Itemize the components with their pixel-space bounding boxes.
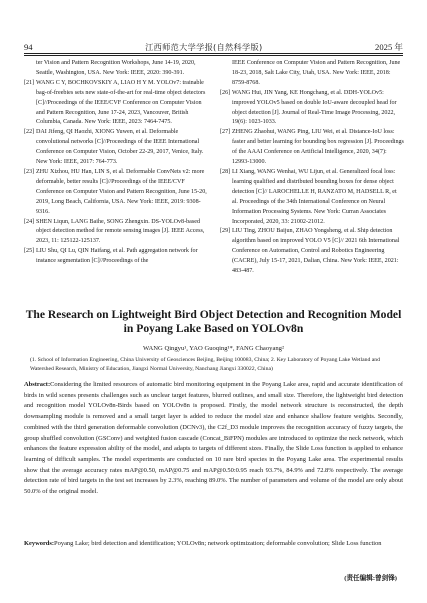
reference-item bbox=[220, 168, 404, 227]
reference-text: WANG C Y, BOCHKOVSKIY A, LIAO H Y M. YOLOv7: trainable bag-of-freebies sets new state-of-the-art for real-time object detectors [C]//Proceedings of the IEEE/CVF Conference on Computer Vision and Pattern Recognition, June 17-24, 2023, Vancouver, British Columbia, Canada. New York: IEEE, 2023: 7464-7475. bbox=[36, 79, 206, 126]
page-number: 94 bbox=[24, 42, 33, 52]
reference-number: [24] bbox=[24, 218, 35, 225]
abstract bbox=[24, 380, 403, 498]
reference-text: ZHENG Zhaohui, WANG Ping, LIU Wei, et al. Distance-IoU loss: faster and better learning for bounding box regression [J]. Proceedings of the AAAI Conference on Artificial Intelligence, 2020, 34(7): 12993-13000. bbox=[232, 129, 404, 166]
reference-text: SHEN Liqun, LANG Baihe, SONG Zhengxin. DS-YOLOv8-based object detection method for remote sensing images [J]. IEEE Access, 2023, 11: 125122-125137. bbox=[36, 218, 205, 245]
reference-number: [29] bbox=[220, 228, 231, 235]
reference-text: LIU Shu, QI Lu, QIN Haifang, et al. Path aggregation network for instance segmentation [C]//Proceedings of the bbox=[36, 248, 198, 265]
keywords bbox=[24, 539, 403, 550]
reference-item bbox=[220, 59, 404, 89]
editor-note: (责任编辑:曾剑锋) bbox=[344, 575, 397, 582]
references-left-column bbox=[24, 59, 208, 267]
keywords-label: Keywords: bbox=[24, 540, 55, 547]
paper-title-line: in Poyang Lake Based on YOLOv8n bbox=[123, 322, 304, 335]
reference-text: LI Xiang, WANG Wenhai, WU Lijun, et al. Generalized focal loss: learning qualified and distributed bounding boxes for dense object detection [C]// LAROCHELLE H, RANZATO M, HADSELL R, et al. Proceedings of the 34th International Conference on Neural Information Processing Systems. New York: Curran Associates Incorporated, 2020, 33: 21002-21012. bbox=[232, 168, 397, 225]
page-header bbox=[24, 41, 403, 53]
reference-text: LIU Ting, ZHOU Baijun, ZHAO Yongsheng, et al. Ship detection algorithm based on improved YOLO V5 [C]// 2021 6th International Conference on Automation, Control and Robotics Engineering (CACRE), July 15-17, 2021, Dalian, China. New York: IEEE, 2021: 483-487. bbox=[232, 228, 400, 275]
reference-text: IEEE Conference on Computer Vision and Pattern Recognition, June 18-23, 2018, Salt Lake City, Utah, USA. New York: IEEE, 2018: 8759-8768. bbox=[232, 60, 401, 86]
reference-number: [25] bbox=[24, 248, 35, 255]
reference-item bbox=[220, 128, 404, 168]
reference-number: [21] bbox=[24, 79, 35, 86]
references bbox=[24, 59, 404, 291]
reference-text: ZHU Xizhou, HU Han, LIN S, et al. Deformable ConvNets v2: more deformable, better results [C]//Proceedings of the IEEE/CVF Conference on Computer Vision and Pattern Recognition, June 15-20, 2019, Long Beach, California, USA. New York: IEEE, 2019: 9308-9316. bbox=[36, 168, 207, 215]
reference-number: [23] bbox=[24, 168, 35, 175]
journal-year: 2025 年 bbox=[375, 42, 403, 52]
reference-item bbox=[24, 168, 208, 218]
reference-item bbox=[24, 218, 208, 248]
reference-number: [26] bbox=[220, 89, 231, 96]
reference-text: DAI Jifeng, QI Haozhi, XIONG Yuwen, et al. Deformable convolutional networks [C]//Proceedings of the IEEE International Conference on Computer Vision, October 22-29, 2017, Venice, Italy. New York: IEEE, 2017: 764-773. bbox=[36, 129, 204, 166]
reference-number: [22] bbox=[24, 129, 35, 136]
reference-item bbox=[220, 89, 404, 129]
paper-title bbox=[24, 308, 403, 336]
journal-title: 江西师范大学学报(自然科学版) bbox=[145, 42, 263, 52]
paper-title-line: The Research on Lightweight Bird Object Detection and Recognition Model bbox=[25, 308, 402, 321]
reference-item bbox=[24, 247, 208, 267]
header-rule-thin bbox=[24, 55, 403, 56]
reference-item bbox=[220, 227, 404, 277]
affiliation: (1. School of Information Engineering, China University of Geosciences Beijing, Beijing 100083, China; 2. Key Laboratory of Poyang Lake Wetland and Watershed Research, Ministry of Education, Jiangxi Normal University, Nanchang Jiangxi 330022, China) bbox=[30, 357, 380, 372]
reference-number: [28] bbox=[220, 168, 231, 175]
keywords-text: Poyang Lake; bird detection and identification; YOLOv8n; network optimization; deformable convolution; Slide Loss function bbox=[54, 540, 382, 547]
reference-item bbox=[24, 59, 208, 79]
reference-item bbox=[24, 79, 208, 129]
references-right-column bbox=[220, 59, 404, 277]
header-rule-thick bbox=[24, 53, 403, 54]
authors: WANG Qingyu¹, YAO Guoqing¹*, FANG Chaoyang² bbox=[143, 345, 284, 352]
reference-text: ter Vision and Pattern Recognition Workshops, June 14-19, 2020, Seattle, Washington, USA. New York: IEEE, 2020: 390-391. bbox=[36, 60, 196, 76]
reference-number: [27] bbox=[220, 129, 231, 136]
abstract-text: Considering the limited resources of automatic bird monitoring equipment in the Poyang Lake area, rapid and accurate identification of birds in wild scenes presents challenges such as unclear target features, blurred outlines, and small size. Therefore, the lightweight bird detection and recognition model YOLOv8n-Birds based on YOLOv8n is proposed. Firstly, the model network structure is reconstructed, the depth downsampling module is removed and a small target layer is added to reduce the model size and enhance shallow feature weights. Secondly, combined with the third generation deformable convolution (DCNv3), the C2f_D3 module improves the recognition accuracy of fuzzy targets, the group shuffled convolution (GSConv) and weighted fusion cascade (Concat_BiFPN) modules are introduced to optimize the neck network, which enhances the feature expression ability of the model, and adapts to targets of different sizes. Finally, the Slide Loss function is applied to enhance learning of difficult samples. The model experiments are conducted on 10 rare bird species in the Poyang Lake area. The experimental results show that the average accuracy rates mAP@0.50, mAP@0.75 and mAP@0.50:0.95 reach 93.7%, 84.9% and 72.8% respectively. The average detection rate of bird targets in the test set increases by 2.3%, reaching 89.0%. The number of parameters and volume of the model are only about 50.0% of the original model. bbox=[24, 381, 403, 496]
reference-item bbox=[24, 128, 208, 168]
abstract-label: Abstract: bbox=[24, 381, 51, 388]
reference-text: WANG Hui, JIN Yang, KE Hongchang, et al. DDH-YOLOv5: improved YOLOv5 based on double IoU-aware decoupled head for object detection [J]. Journal of Real-Time Image Processing, 2022, 19(6): 1023-1033. bbox=[232, 89, 397, 126]
